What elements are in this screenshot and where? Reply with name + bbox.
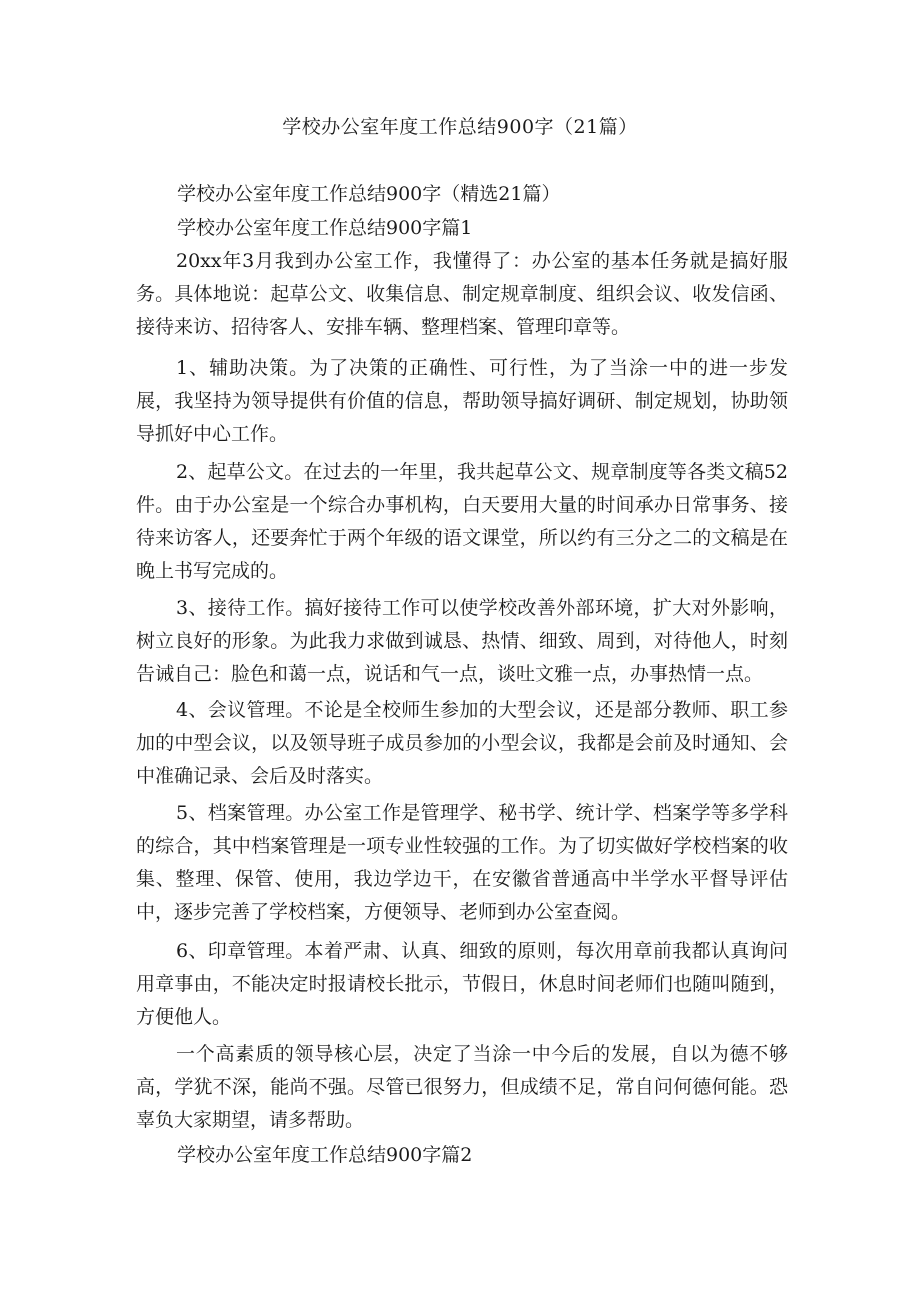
paragraph-drafting: 2、起草公文。在过去的一年里，我共起草公文、规章制度等各类文稿52件。由于办公室是一个综合办事机构，白天要用大量的时间承办日常事务、接待来访客人，还要奔忙于两个年级的语文课堂，所以约有三分之二的文稿是在晚上书写完成的。 — [136, 461, 788, 582]
paragraph-reception: 3、接待工作。搞好接待工作可以使学校改善外部环境，扩大对外影响，树立良好的形象。为此我力求做到诚恳、热情、细致、周到，对待他人，时刻告诫自己：脸色和蔼一点，说话和气一点，谈吐文雅一点，办事热情一点。 — [136, 597, 788, 685]
paragraph-seals: 6、印章管理。本着严肃、认真、细致的原则，每次用章前我都认真询问用章事由，不能决定时报请校长批示，节假日，休息时间老师们也随叫随到，方便他人。 — [136, 940, 788, 1028]
paragraph-decision-support: 1、辅助决策。为了决策的正确性、可行性，为了当涂一中的进一步发展，我坚持为领导提供有价值的信息，帮助领导搞好调研、制定规划，协助领导抓好中心工作。 — [136, 357, 788, 445]
paragraph-archives: 5、档案管理。办公室工作是管理学、秘书学、统计学、档案学等多学科的综合，其中档案管理是一项专业性较强的工作。为了切实做好学校档案的收集、整理、保管、使用，我边学边干，在安徽省普通高中半学水平督导评估中，逐步完善了学校档案，方便领导、老师到办公室查阅。 — [136, 802, 788, 923]
paragraph-intro: 20xx年3月我到办公室工作，我懂得了：办公室的基本任务就是搞好服务。具体地说：起草公文、收集信息、制定规章制度、组织会议、收发信函、接待来访、招待客人、安排车辆、整理档案、管理印章等。 — [136, 250, 788, 338]
section-heading-1: 学校办公室年度工作总结900字篇1 — [177, 217, 473, 239]
paragraph-meetings: 4、会议管理。不论是全校师生参加的大型会议，还是部分教师、职工参加的中型会议，以及领导班子成员参加的小型会议，我都是会前及时通知、会中准确记录、会后及时落实。 — [136, 699, 788, 787]
document-title: 学校办公室年度工作总结900字（21篇） — [282, 116, 638, 138]
paragraph-closing: 一个高素质的领导核心层，决定了当涂一中今后的发展，自以为德不够高，学犹不深，能尚不强。尽管已很努力，但成绩不足，常自问何德何能。恐辜负大家期望，请多帮助。 — [136, 1043, 788, 1131]
document-subtitle: 学校办公室年度工作总结900字（精选21篇） — [177, 183, 561, 205]
section-heading-2: 学校办公室年度工作总结900字篇2 — [177, 1144, 473, 1166]
